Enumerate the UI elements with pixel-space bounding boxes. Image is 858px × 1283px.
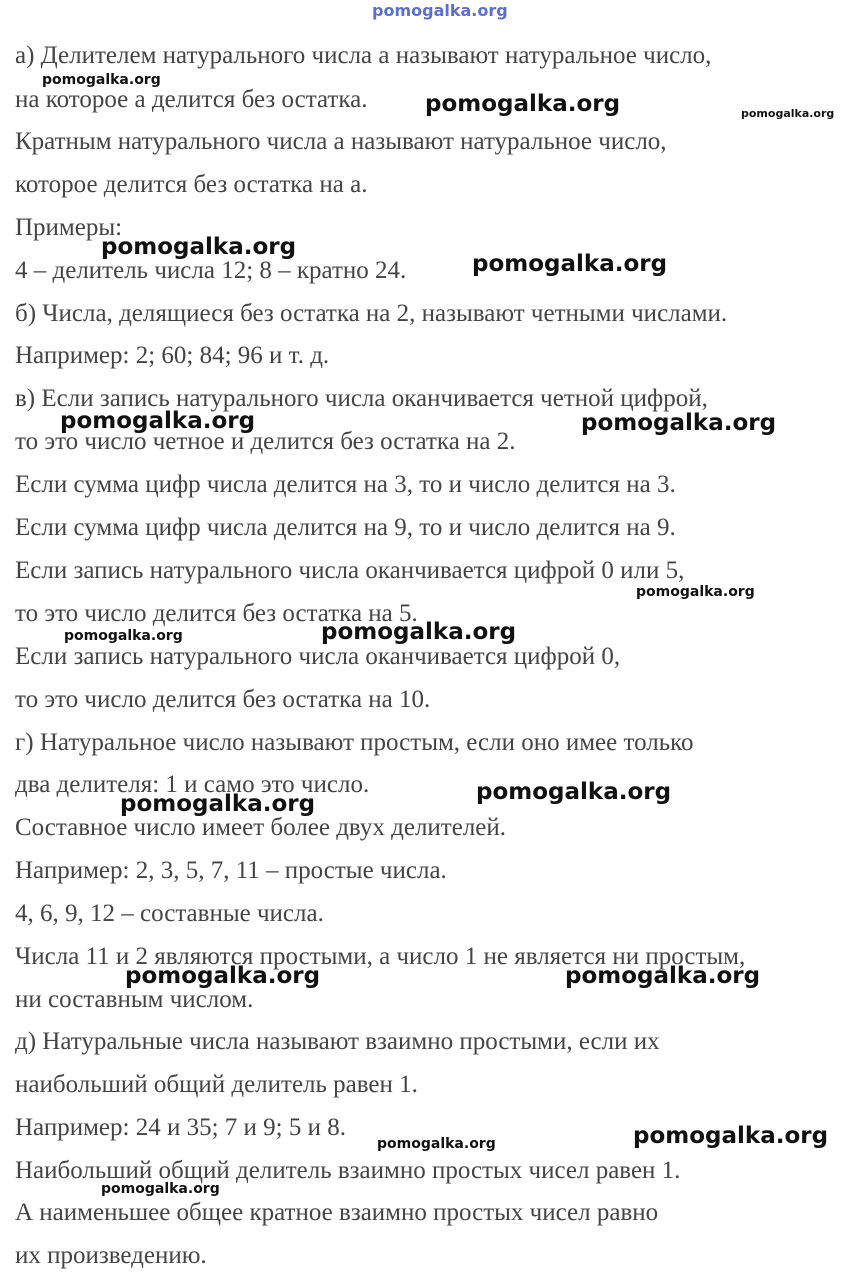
text-line: наибольший общий делитель равен 1.: [15, 1071, 418, 1098]
watermark: pomogalka.org: [476, 779, 672, 805]
text-line: то это число четное и делится без остатка на 2.: [15, 428, 516, 455]
watermark: pomogalka.org: [425, 91, 621, 117]
text-line: Если сумма цифр числа делится на 3, то и число делится на 3.: [15, 471, 676, 498]
watermark: pomogalka.org: [64, 628, 183, 644]
watermark: pomogalka.org: [633, 1123, 829, 1149]
text-line: два делителя: 1 и само это число.: [15, 771, 370, 798]
text-line: в) Если запись натурального числа оканчивается четной цифрой,: [15, 385, 708, 412]
text-line: Например: 24 и 35; 7 и 9; 5 и 8.: [15, 1114, 346, 1141]
text-line: А наименьшее общее кратное взаимно простых чисел равно: [15, 1199, 659, 1226]
text-line: Например: 2; 60; 84; 96 и т. д.: [15, 342, 330, 369]
watermark: pomogalka.org: [101, 234, 297, 260]
text-line: то это число делится без остатка на 10.: [15, 686, 431, 713]
text-line: Например: 2, 3, 5, 7, 11 – простые числа.: [15, 857, 447, 884]
text-line: д) Натуральные числа называют взаимно простыми, если их: [15, 1028, 660, 1055]
watermark-top[interactable]: pomogalka.org: [372, 1, 508, 20]
text-line: б) Числа, делящиеся без остатка на 2, называют четными числами.: [15, 300, 728, 327]
text-line: Если запись натурального числа оканчивается цифрой 0,: [15, 643, 621, 670]
watermark: pomogalka.org: [581, 410, 777, 436]
text-line: Если сумма цифр числа делится на 9, то и число делится на 9.: [15, 514, 676, 541]
watermark: pomogalka.org: [42, 72, 161, 88]
watermark: pomogalka.org: [741, 107, 835, 120]
watermark: pomogalka.org: [120, 791, 316, 817]
text-line: г) Натуральное число называют простым, если оно имее только: [15, 729, 694, 756]
text-line: 4, 6, 9, 12 – составные числа.: [15, 900, 324, 927]
text-line: то это число делится без остатка на 5.: [15, 600, 418, 627]
text-line: 4 – делитель числа 12; 8 – кратно 24.: [15, 257, 407, 284]
text-line: на которое а делится без остатка.: [15, 86, 368, 113]
watermark: pomogalka.org: [60, 408, 256, 434]
text-line: которое делится без остатка на а.: [15, 171, 368, 198]
text-line: Кратным натурального числа а называют натуральное число,: [15, 128, 667, 155]
watermark: pomogalka.org: [377, 1136, 496, 1152]
text-line: Числа 11 и 2 являются простыми, а число 1 не является ни простым,: [15, 943, 746, 970]
text-line: ни составным числом.: [15, 986, 254, 1013]
watermark: pomogalka.org: [125, 963, 321, 989]
watermark: pomogalka.org: [321, 619, 517, 645]
watermark: pomogalka.org: [565, 963, 761, 989]
text-line: Если запись натурального числа оканчивается цифрой 0 или 5,: [15, 557, 685, 584]
text-line: Примеры:: [15, 214, 123, 241]
text-line: их произведению.: [15, 1242, 207, 1269]
watermark: pomogalka.org: [472, 251, 668, 277]
text-line: Наибольший общий делитель взаимно простых чисел равен 1.: [15, 1157, 681, 1184]
watermark: pomogalka.org: [101, 1181, 220, 1197]
text-line: а) Делителем натурального числа а называют натуральное число,: [15, 42, 712, 69]
watermark: pomogalka.org: [636, 584, 755, 600]
text-line: Составное число имеет более двух делителей.: [15, 814, 507, 841]
